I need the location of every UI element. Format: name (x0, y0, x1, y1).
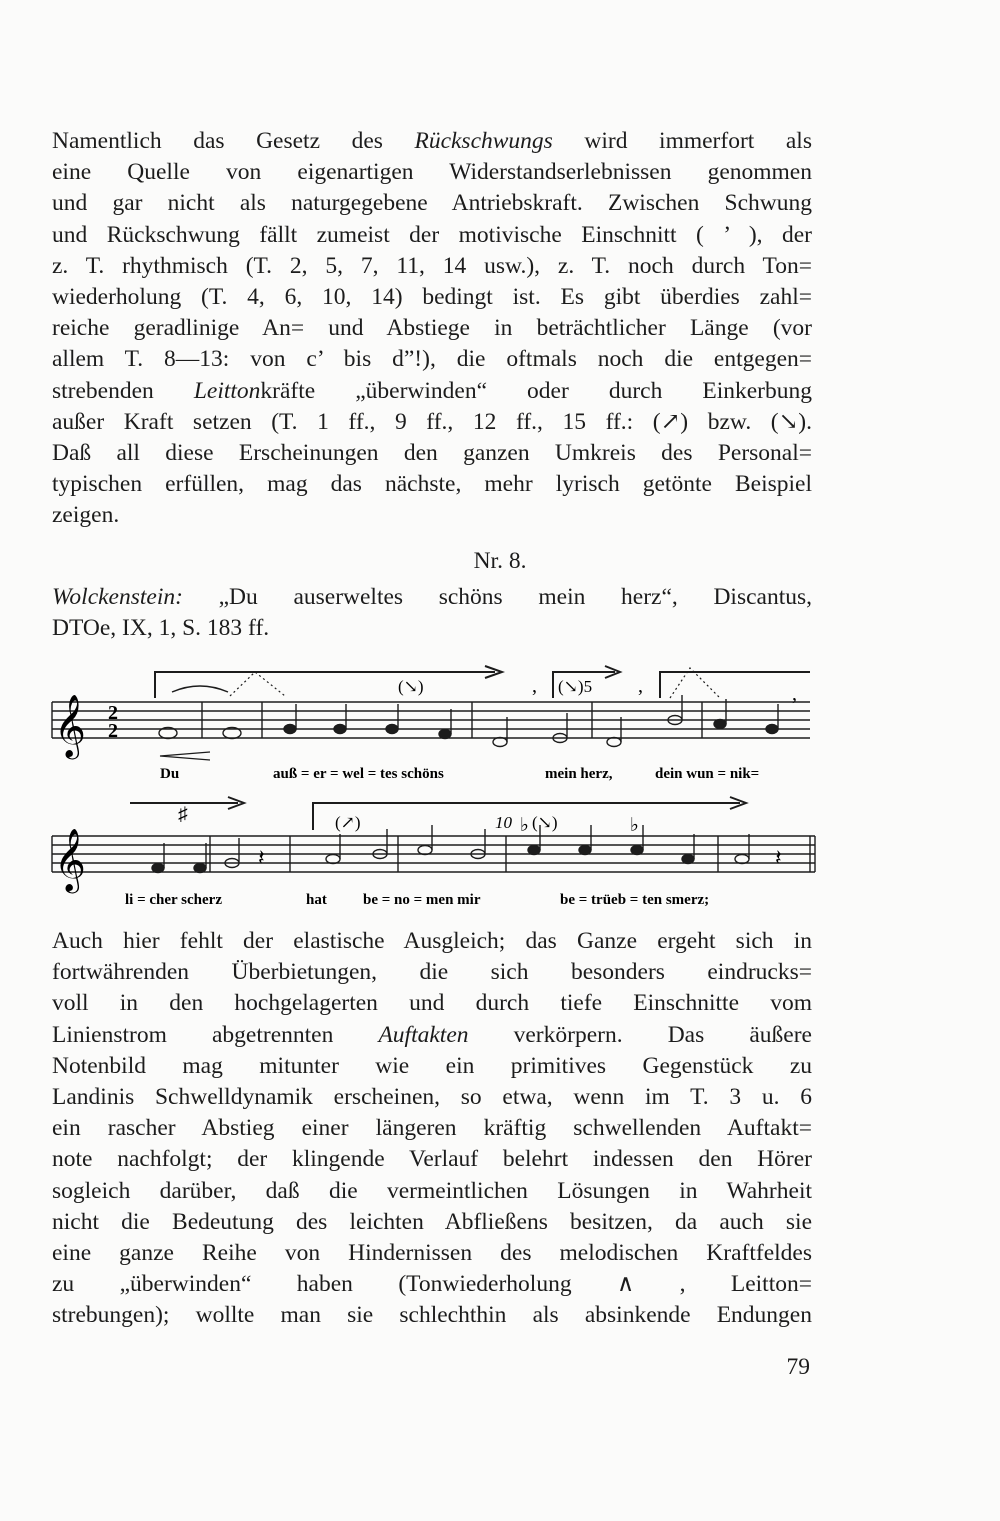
composer-name: Wolckenstein: (52, 584, 183, 610)
text-line: außer Kraft setzen (T. 1 ff., 9 ff., 12 ff., 15 ff.: (↗) bzw. (↘). (52, 408, 812, 435)
annotation: , (792, 683, 797, 705)
lyrics: Du (160, 766, 180, 782)
notes-row-2 (152, 825, 749, 873)
phrase-bracket (660, 672, 810, 698)
paragraph-1 (52, 126, 812, 532)
text-line: Daß all diese Erscheinungen den ganzen Umkreis des Personal= (52, 440, 812, 467)
flat-sign: ♭ (520, 815, 529, 836)
song-title: „Du auserweltes schöns mein herz“, Discantus, (182, 584, 812, 610)
text-line: voll in den hochgelagerten und durch tiefe Einschnitte vom (52, 990, 812, 1017)
text-line: wiederholung (T. 4, 6, 10, 14) bedingt ist. Es gibt überdies zahl= (52, 284, 812, 311)
quarter-rest-icon: 𝄽 (775, 845, 782, 870)
lyrics: hat (306, 892, 327, 908)
lyrics: auß = er = wel = tes schöns (273, 766, 444, 782)
text-line: Landinis Schwelldynamik erscheinen, so etwa, wenn im T. 3 u. 6 (52, 1084, 812, 1111)
text-line: note nachfolgt; der klingende Verlauf belehrt indessen den Hörer (52, 1146, 812, 1173)
text-line: und gar nicht als naturgegebene Antriebskraft. Zwischen Schwung (52, 190, 812, 217)
text-line: strebungen); wollte man sie schlechthin als absinkende Endungen (52, 1302, 812, 1329)
annotation: (↗) (335, 813, 361, 832)
phrase-bracket (155, 672, 495, 698)
text-line: Notenbild mag mitunter wie ein primitives Gegenstück zu (52, 1052, 812, 1079)
text-line: typischen erfüllen, mag das nächste, mehr lyrisch getönte Beispiel (52, 471, 812, 498)
text-line: eine Quelle von eigenartigen Widerstandserlebnissen genommen (52, 159, 812, 186)
music-example (40, 650, 830, 920)
text-line: allem T. 8—13: von c’ bis d”!), die oftmals noch die entgegen= (52, 346, 812, 373)
text-line: Auch hier fehlt der elastische Ausgleich; das Ganze ergeht sich in (52, 928, 812, 954)
text-line: zu „überwinden“ haben (Tonwiederholung ∧ , Leitton= (52, 1271, 812, 1298)
lyrics: li = cher scherz (125, 892, 222, 908)
slur (172, 686, 228, 692)
treble-clef-icon: 𝄞 (54, 830, 86, 890)
source-reference: DTOe, IX, 1, S. 183 ff. (52, 615, 270, 642)
lyrics: be = trüeb = ten smerz; (560, 892, 710, 908)
time-signature-top: 2 (108, 702, 118, 724)
text-line: Linienstrom abgetrennten Auftakten verkörpern. Das äußere (52, 1021, 812, 1048)
text-line: reiche geradlinige An= und Abstiege in beträchtlicher Länge (vor (52, 315, 812, 342)
repetition-mark (230, 672, 285, 696)
page-number: 79 (786, 1354, 810, 1380)
emphasized-term: Rückschwungs (414, 128, 553, 154)
emphasized-term: Auftakten (378, 1021, 469, 1048)
measure-number: 10 (495, 813, 512, 832)
text-line: fortwährenden Überbietungen, die sich besonders eindrucks= (52, 959, 812, 986)
staff-2 (52, 836, 815, 872)
annotation: , (638, 675, 643, 697)
text-line: z. T. rhythmisch (T. 2, 5, 7, 11, 14 usw.), z. T. noch durch Ton= (52, 252, 812, 279)
emphasized-term: Leitton (193, 377, 261, 404)
lyrics: be = no = men mir (363, 892, 481, 908)
staff-1 (52, 702, 810, 738)
lyrics: dein wun = nik= (655, 766, 760, 782)
notes-row-1 (159, 695, 778, 747)
quarter-rest-icon: 𝄽 (258, 845, 265, 870)
lyrics: mein herz, (545, 766, 613, 782)
sharp-sign: ♯ (178, 804, 188, 825)
time-signature-bottom: 2 (108, 720, 118, 742)
text-line: eine ganze Reihe von Hindernissen des melodischen Kraftfeldes (52, 1240, 812, 1267)
text-line: strebenden Leittonkräfte „überwinden“ oder durch Einkerbung (52, 377, 813, 404)
annotation: (↘) (398, 677, 424, 696)
decrescendo-mark (160, 752, 210, 760)
paragraph-2 (52, 926, 812, 1332)
text-line: zeigen. (52, 502, 120, 529)
text-line: sogleich darüber, daß die vermeintlichen Lösungen in Wahrheit (52, 1177, 812, 1204)
treble-clef-icon: 𝄞 (54, 696, 86, 756)
annotation: (↘)5 (558, 677, 593, 696)
text-line: Namentlich das Gesetz des Rückschwungs wird immerfort als (52, 128, 812, 154)
text-line: nicht die Bedeutung des leichten Abfließens besitzen, da auch sie (52, 1208, 812, 1235)
example-source (52, 582, 812, 644)
example-number: Nr. 8. (473, 548, 527, 574)
text-line: ein rascher Abstieg einer längeren kräftig schwellenden Auftakt= (52, 1115, 812, 1142)
flat-sign: ♭ (630, 815, 639, 836)
annotation: , (532, 675, 537, 697)
text-line: und Rückschwung fällt zumeist der motivische Einschnitt ( ’ ), der (52, 221, 812, 248)
annotation: (↘) (532, 813, 558, 832)
